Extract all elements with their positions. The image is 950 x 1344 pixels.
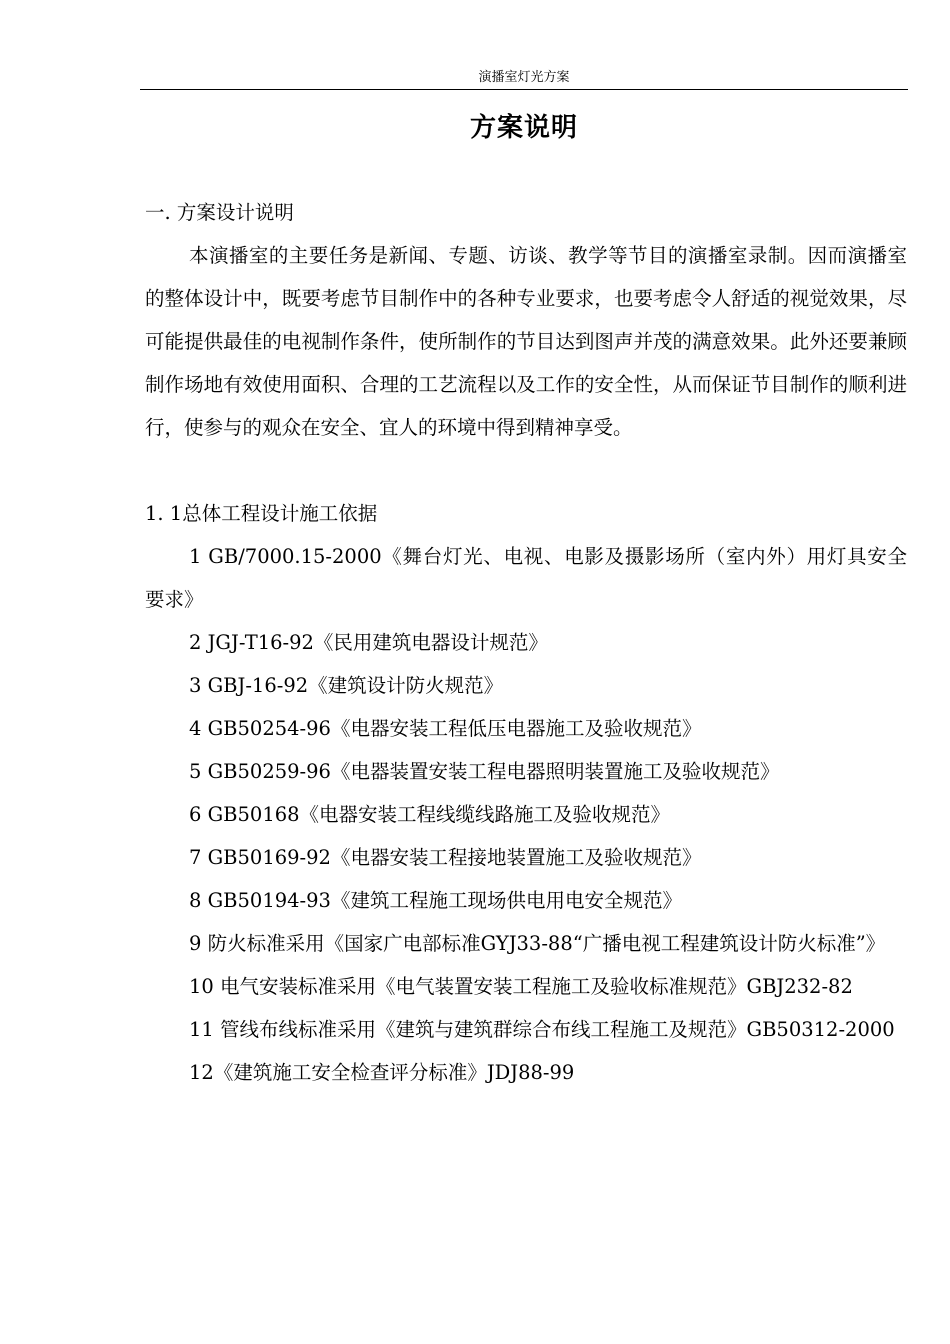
standard-item: 4 GB50254-96《电器安装工程低压电器施工及验收规范》 [189, 717, 702, 740]
standard-item: 1 GB/7000.15-2000《舞台灯光、电视、电影及摄影场所（室内外）用灯具安全要求》 [145, 545, 907, 611]
standard-item: 2 JGJ-T16-92《民用建筑电器设计规范》 [189, 631, 548, 654]
design-description-paragraph: 本演播室的主要任务是新闻、专题、访谈、教学等节目的演播室录制。因而演播室的整体设计中，既要考虑节目制作中的各种专业要求，也要考虑令人舒适的视觉效果，尽可能提供最佳的电视制作条件，使所制作的节目达到图声并茂的满意效果。此外还要兼顾制作场地有效使用面积、合理的工艺流程以及工作的安全性，从而保证节目制作的顺利进行，使参与的观众在安全、宜人的环境中得到精神享受。 [145, 244, 907, 439]
running-header: 演播室灯光方案 [478, 70, 570, 85]
standard-item: 10 电气安装标准采用《电气装置安装工程施工及验收标准规范》GBJ232-82 [189, 975, 853, 998]
page-title: 方案说明 [469, 113, 578, 143]
standard-item: 8 GB50194-93《建筑工程施工现场供电用电安全规范》 [189, 889, 682, 912]
standard-item: 5 GB50259-96《电器装置安装工程电器照明装置施工及验收规范》 [189, 760, 780, 783]
header-rule [140, 89, 908, 90]
document-body [145, 191, 907, 1094]
spacer [145, 449, 907, 492]
section-heading-design: 一. 方案设计说明 [145, 201, 294, 224]
standard-item: 7 GB50169-92《电器安装工程接地装置施工及验收规范》 [189, 846, 702, 869]
section-heading-basis: 1. 1总体工程设计施工依据 [145, 502, 378, 525]
standard-item: 12《建筑施工安全检查评分标准》JDJ88-99 [189, 1061, 575, 1084]
standard-item: 11 管线布线标准采用《建筑与建筑群综合布线工程施工及规范》GB50312-2000 [189, 1018, 895, 1041]
standard-item: 9 防火标准采用《国家广电部标准GYJ33-88“广播电视工程建筑设计防火标准”》 [189, 932, 886, 955]
standard-item: 3 GBJ-16-92《建筑设计防火规范》 [189, 674, 504, 697]
standard-item: 6 GB50168《电器安装工程线缆线路施工及验收规范》 [189, 803, 671, 826]
